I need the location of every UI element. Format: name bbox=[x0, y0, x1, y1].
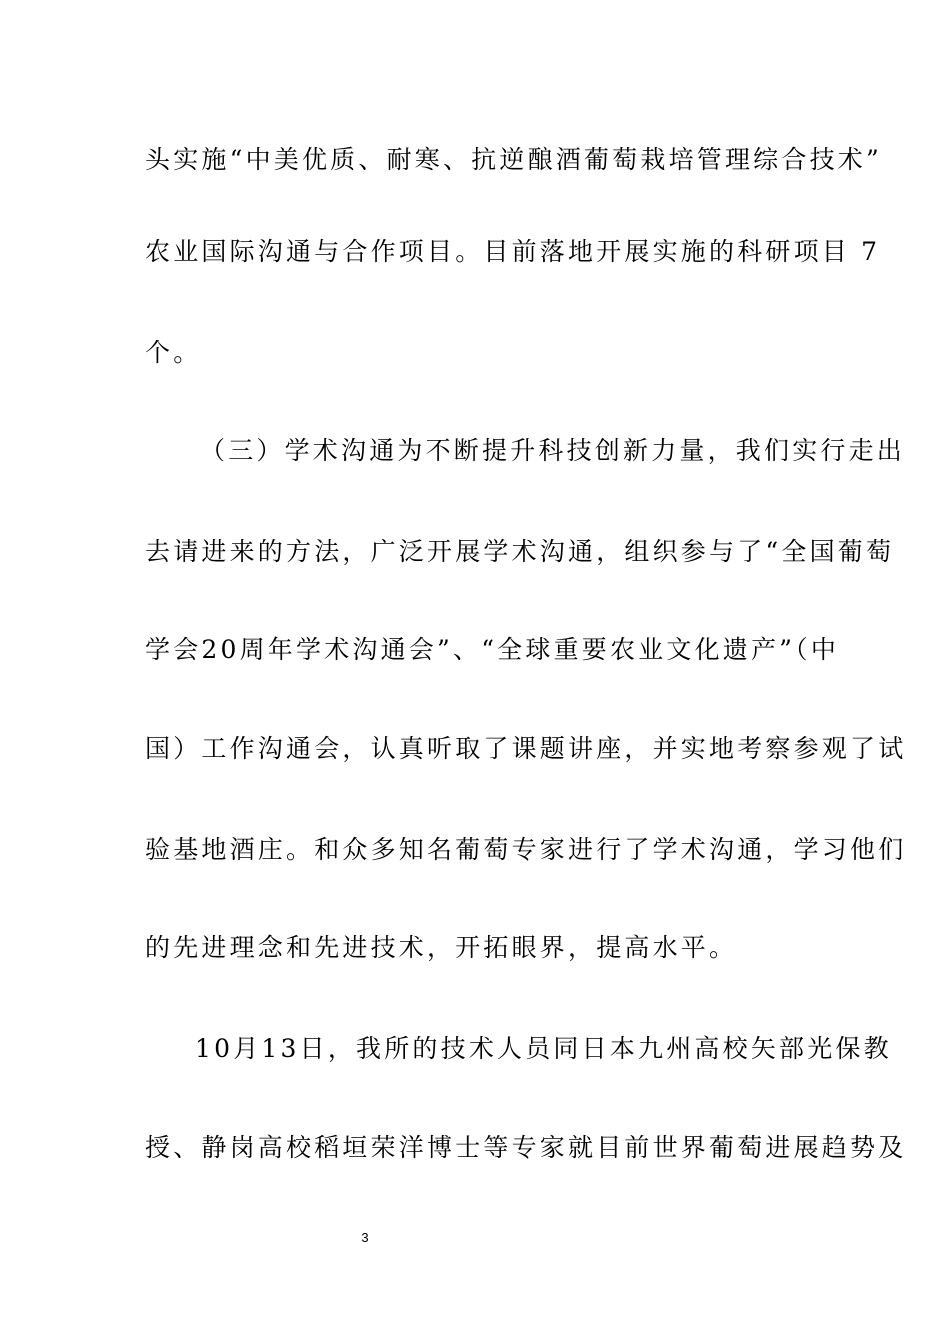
text-line: 去请进来的方法，广泛开展学术沟通，组织参与了“全国葡萄 bbox=[145, 537, 895, 566]
text-line: 个。 bbox=[145, 338, 202, 367]
text-line: （三）学术沟通为不断提升科技创新力量，我们实行走出 bbox=[200, 436, 906, 465]
text-line: 验基地酒庄。和众多知名葡萄专家进行了学术沟通，学习他们 bbox=[145, 835, 907, 864]
text-line: 授、静岗高校稻垣荣洋博士等专家就目前世界葡萄进展趋势及 bbox=[145, 1133, 907, 1162]
text-line: 的先进理念和先进技术，开拓眼界，提高水平。 bbox=[145, 933, 738, 962]
page-number: 3 bbox=[361, 1230, 369, 1245]
text-line: 农业国际沟通与合作项目。目前落地开展实施的科研项目 7 bbox=[145, 237, 881, 266]
text-line: 学会20周年学术沟通会”、“全球重要农业文化遗产”（中 bbox=[145, 635, 840, 664]
text-line: 国）工作沟通会，认真听取了课题讲座，并实地考察参观了试 bbox=[145, 734, 907, 763]
text-line: 10月13日，我所的技术人员同日本九州高校矢部光保教 bbox=[195, 1034, 892, 1063]
text-line: 头实施“中美优质、耐寒、抗逆酿酒葡萄栽培管理综合技术” bbox=[145, 145, 882, 174]
